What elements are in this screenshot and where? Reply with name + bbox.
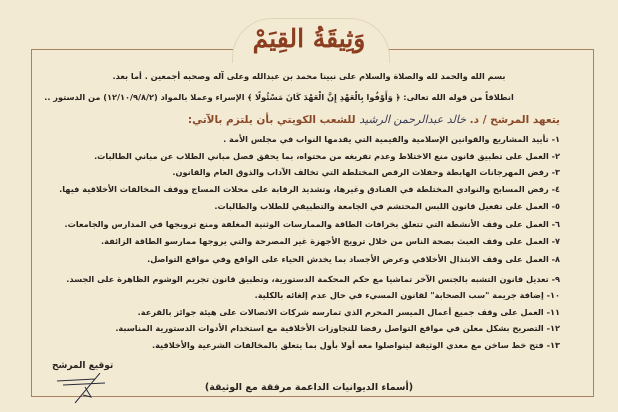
basmala: بسم الله والحمد لله والصلاة والسلام على نبينا محمد بن عبدالله وعلى آله وصحبه أجمعين . أما بعد.: [112, 71, 506, 81]
pledge-line: [188, 113, 560, 126]
list-item: ١٠- إضافة جريمة "سب الصحابة" لقانون المسيء في حال عدم إلغائه بالكلية.: [254, 290, 560, 300]
pledge-prefix: يتعهد المرشح / د.: [469, 114, 560, 126]
list-item: ٦- العمل على وقف الأنشطة التي تتعلق بخرافات الطاقة والممارسات الوثنية المغلفة ومنع ترويجها في المدارس والجامعات.: [64, 219, 560, 229]
footer-note: (أسماء الديوانيات الداعمة مرفقة مع الوثيقة): [204, 382, 414, 393]
list-item: ٨- العمل على وقف الابتذال الأخلاقي وعرض الأجساد بما يخدش الحياء على الواقع وفي مواقع التواصل.: [147, 254, 560, 264]
list-item: ١٢- التصريح بشكل معلن في مواقع التواصل رفضا للتجاوزات الأخلاقية مع استخدام الأدوات الدستورية المناسبة.: [115, 323, 560, 333]
document-title: وَثِيقَةُ القِيَمْ: [252, 24, 366, 53]
list-item: ٩- تعديل قانون التشبه بالجنس الآخر تماشيا مع حكم المحكمة الدستورية، وتطبيق قانون تجريم الوشوم الظاهرة على الجسد.: [66, 274, 560, 284]
list-item: ١١- العمل على وقف جميع أعمال الميسر المحرم الذي تمارسه شركات الاتصالات على هيئة جوائز بالقرعة.: [137, 307, 560, 317]
list-item: ٢- العمل على تطبيق قانون منع الاختلاط وعدم تفريغه من محتواه، بما يحقق فصل مباني الطلاب عن مباني الطالبات.: [94, 151, 560, 161]
list-item: ٧- العمل على وقف العبث بصحة الناس من خلال ترويج الأجهزة غير المصرحة والتي يروجها ممارسو الطاقة الزائفة.: [101, 236, 560, 246]
list-item: ١- تأييد المشاريع والقوانين الإسلامية والقيمية التي يقدمها النواب في مجلس الأمة .: [223, 134, 560, 144]
signature-label: توقيع المرشح: [52, 361, 114, 371]
list-item: ١٣- فتح خط ساخن مع معدي الوثيقة ليتواصلوا معه أولا بأول بما يتعلق بالمخالفات الشرعية والأخلاقية.: [151, 340, 560, 350]
list-item: ٤- رفض المسابح والنوادي المختلطة في الفنادق وغيرها، وتشديد الرقابة على محلات المساج ووقف المخالفات الأخلاقية فيها.: [59, 184, 560, 194]
pledge-suffix: للشعب الكويتي بأن يلتزم بالآتي:: [187, 114, 356, 126]
list-item: ٣- رفض المهرجانات الهابطة وحفلات الرقص المختلطة التي تخالف الآداب والذوق العام والقانون.: [172, 167, 560, 177]
list-item: ٥- العمل على تفعيل قانون اللبس المحتشم في الجامعة والتطبيقي للطلاب والطالبات.: [214, 201, 560, 211]
intro: انطلاقاً من قوله الله تعالى: ﴿ وَأَوْفُوا بِالْعَهْدِ إِنَّ الْعَهْدَ كَانَ مَسْئُولًا ﴾ الإسراء وعملا بالمواد (١٢/١٠/٩/٨/٢) من الدستور ..: [44, 92, 514, 102]
candidate-name: خالد عبدالرحمن الرشيد: [359, 113, 466, 126]
